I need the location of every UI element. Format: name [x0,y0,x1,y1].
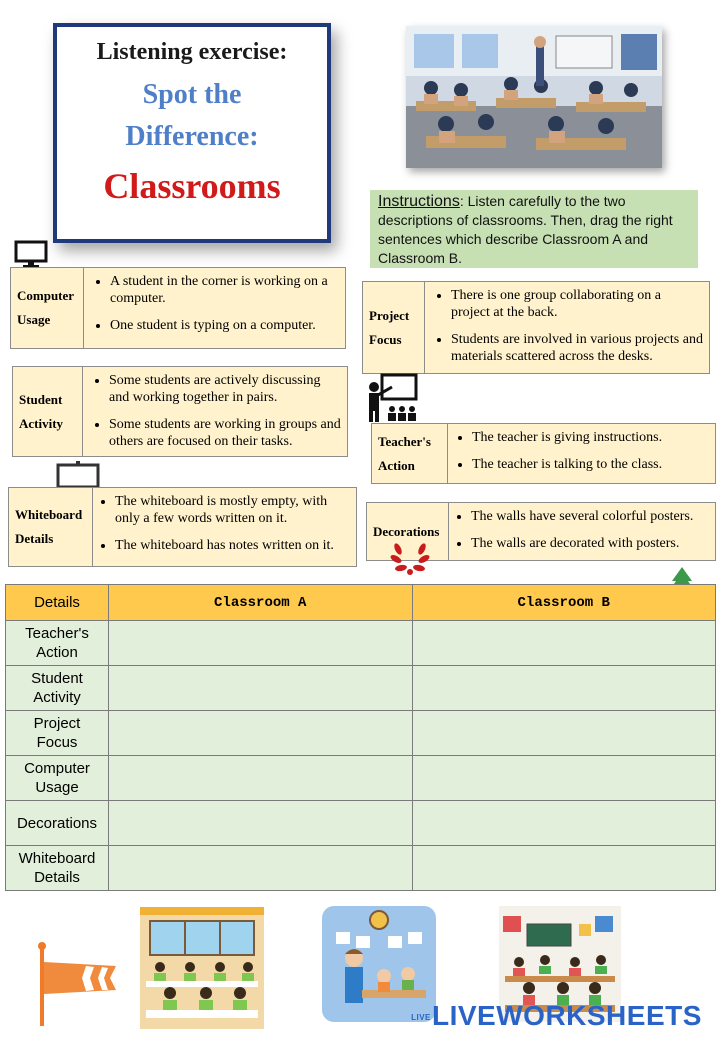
brand-mini: LIVE [411,1013,431,1023]
student-activity-list [83,367,347,456]
list-item[interactable]: • Some students are actively discussing and working together in pairs. [109,372,341,406]
instructions-text: : Listen carefully to the two descriptions of classrooms. Then, drag the right sentences which describe Classroom A and Classroom B. [378,193,673,266]
list-item[interactable]: • Students are involved in various projects and materials scattered across the desks. [451,331,703,365]
list-item[interactable]: • Some students are working in groups and others are focused on their tasks. [109,416,341,450]
teachers-action-box[interactable] [371,423,716,484]
decorations-heading: Decorations [367,503,449,560]
table-row [6,621,716,666]
drop-zone-b[interactable] [412,756,716,801]
windsock-icon [34,940,120,1028]
list-item[interactable]: • The walls have several colorful posters. [471,508,709,525]
answer-table [5,584,716,891]
classroom-photo [406,26,662,168]
decorations-list [449,503,715,560]
brand-name: LIVEWORKSHEETS [432,1000,702,1031]
classroom-illustration-1 [140,907,264,1029]
row-label: Decorations [16,814,98,832]
whiteboard-details-box[interactable] [8,487,357,567]
project-focus-heading: Project Focus [363,282,425,373]
computer-usage-heading: Computer Usage [11,268,84,348]
table-row [6,801,716,846]
header-classroom-a: Classroom A [109,585,413,621]
row-label: Computer Usage [24,760,90,796]
drop-zone-b[interactable] [412,846,716,891]
teacher-board-icon [366,373,424,423]
list-item[interactable]: • One student is typing on a computer. [110,317,339,334]
drop-zone-a[interactable] [109,756,413,801]
table-row [6,756,716,801]
drop-zone-b[interactable] [412,801,716,846]
computer-monitor-icon [14,240,48,270]
header-classroom-b: Classroom B [412,585,716,621]
list-item[interactable]: • A student in the corner is working on a computer. [110,273,339,307]
teachers-action-list [448,424,715,483]
table-row [6,666,716,711]
laurel-wreath-icon [390,539,430,579]
drop-zone-a[interactable] [109,846,413,891]
title-box [53,23,331,243]
row-label: Whiteboard Details [18,850,96,886]
table-row [6,846,716,891]
instructions-box [370,190,698,268]
row-label: Student Activity [31,670,83,706]
row-label: Teacher's Action [25,625,89,661]
project-focus-box[interactable] [362,281,710,374]
drop-zone-b[interactable] [412,666,716,711]
title-line-2: Spot the [142,79,242,110]
list-item[interactable]: • The teacher is giving instructions. [472,429,709,446]
title-line-1: Listening exercise: [96,39,288,65]
drop-zone-b[interactable] [412,621,716,666]
table-row [6,711,716,756]
computer-usage-list [84,268,345,348]
title-line-4: Classrooms [103,166,281,206]
drop-zone-a[interactable] [109,711,413,756]
student-activity-heading: Student Activity [13,367,83,456]
drop-zone-a[interactable] [109,801,413,846]
student-activity-box[interactable] [12,366,348,457]
whiteboard-details-heading: Whiteboard Details [9,488,93,566]
drop-zone-a[interactable] [109,666,413,711]
whiteboard-details-list [93,488,356,566]
teachers-action-heading: Teacher's Action [372,424,448,483]
header-details: Details [6,585,109,621]
list-item[interactable]: • The teacher is talking to the class. [472,456,709,473]
drop-zone-a[interactable] [109,621,413,666]
instructions-label: Instructions [378,193,460,210]
list-item[interactable]: • The whiteboard is mostly empty, with only a few words written on it. [115,493,350,527]
list-item[interactable]: • The walls are decorated with posters. [471,535,709,552]
list-item[interactable]: • There is one group collaborating on a project at the back. [451,287,703,321]
liveworksheets-brand [410,1000,702,1032]
title-line-3: Difference: [125,121,259,152]
drop-zone-b[interactable] [412,711,716,756]
list-item[interactable]: • The whiteboard has notes written on it. [115,537,350,554]
computer-usage-box[interactable] [10,267,346,349]
row-label: Project Focus [33,715,81,751]
project-focus-list [425,282,709,373]
